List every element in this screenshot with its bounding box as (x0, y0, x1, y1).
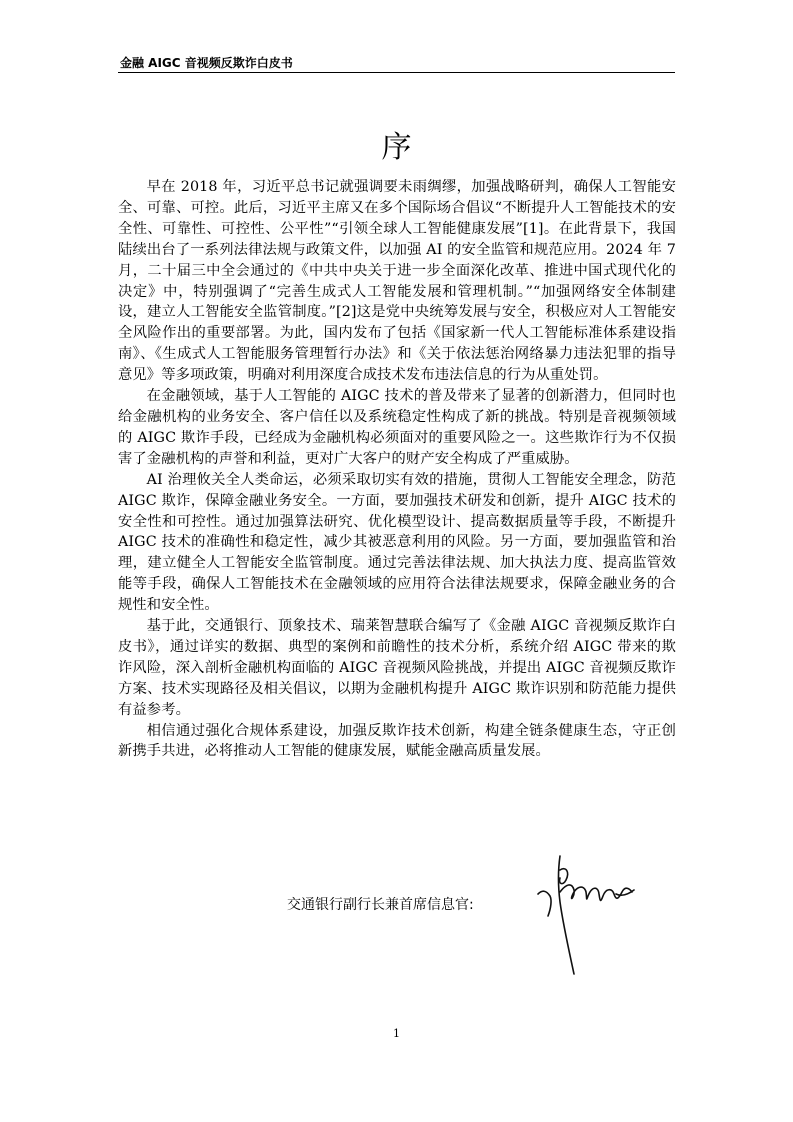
paragraph: AI 治理攸关全人类命运，必须采取切实有效的措施，贯彻人工智能安全理念，防范 AIGC 欺诈，保障金融业务安全。一方面，要加强技术研发和创新，提升 AIGC 技术的安全性和可控性。通过加强算法研究、优化模型设计、提高数据质量等手段，不断提升 AIGC 技术的准确性和稳定性，减少其被恶意利用的风险。另一方面，要加强监管和治理，建立健全人工智能安全监管制度。通过完善法律法规、加大执法力度、提高监管效能等手段，确保人工智能技术在金融领域的应用符合法律法规要求，保障金融业务的合规性和安全性。 (118, 471, 676, 614)
paragraph: 基于此，交通银行、顶象技术、瑞莱智慧联合编写了《金融 AIGC 音视频反欺诈白皮书》，通过详实的数据、典型的案例和前瞻性的技术分析，系统介绍 AIGC 带来的欺诈风险，深入剖析金融机构面临的 AIGC 音视频风险挑战，并提出 AIGC 音视频反欺诈方案、技术实现路径及相关倡议，以期为金融机构提升 AIGC 欺诈识别和防范能力提供有益参考。 (118, 618, 676, 718)
paragraph: 早在 2018 年，习近平总书记就强调要未雨绸缪，加强战略研判，确保人工智能安全、可靠、可控。此后，习近平主席又在多个国际场合倡议“不断提升人工智能技术的安全性、可靠性、可控性、公平性”“引领全球人工智能健康发展”[1]。在此背景下，我国陆续出台了一系列法律法规与政策文件，以加强 AI 的安全监管和规范应用。2024 年 7 月，二十届三中全会通过的《中共中央关于进一步全面深化改革、推进中国式现代化的决定》中，特别强调了“完善生成式人工智能发展和管理机制。”“加强网络安全体制建设，建立人工智能安全监管制度。”[2]这是党中央统筹发展与安全，积极应对人工智能安全风险作出的重要部署。为此，国内发布了包括《国家新一代人工智能标准体系建设指南》、《生成式人工智能服务管理暂行办法》和《关于依法惩治网络暴力违法犯罪的指导意见》等多项政策，明确对利用深度合成技术发布违法信息的行为从重处罚。 (118, 179, 676, 384)
signature-label: 交通银行副行长兼首席信息官: (287, 897, 474, 913)
page-title: 序 (381, 130, 412, 166)
running-header: 金融 AIGC 音视频反欺诈白皮书 (120, 56, 293, 70)
signature-icon (530, 850, 640, 980)
page-number: 1 (393, 1027, 400, 1040)
paragraph: 相信通过强化合规体系建设，加强反欺诈技术创新，构建全链条健康生态，守正创新携手共进，必将推动人工智能的健康发展，赋能金融高质量发展。 (118, 722, 676, 760)
header-divider (118, 72, 675, 73)
body-text (118, 177, 676, 762)
paragraph: 在金融领域，基于人工智能的 AIGC 技术的普及带来了显著的创新潜力，但同时也给金融机构的业务安全、客户信任以及系统稳定性构成了新的挑战。特别是音视频领域的 AIGC 欺诈手段，已经成为金融机构必须面对的重要风险之一。这些欺诈行为不仅损害了金融机构的声誉和利益，更对广大客户的财产安全构成了严重威胁。 (118, 388, 676, 467)
